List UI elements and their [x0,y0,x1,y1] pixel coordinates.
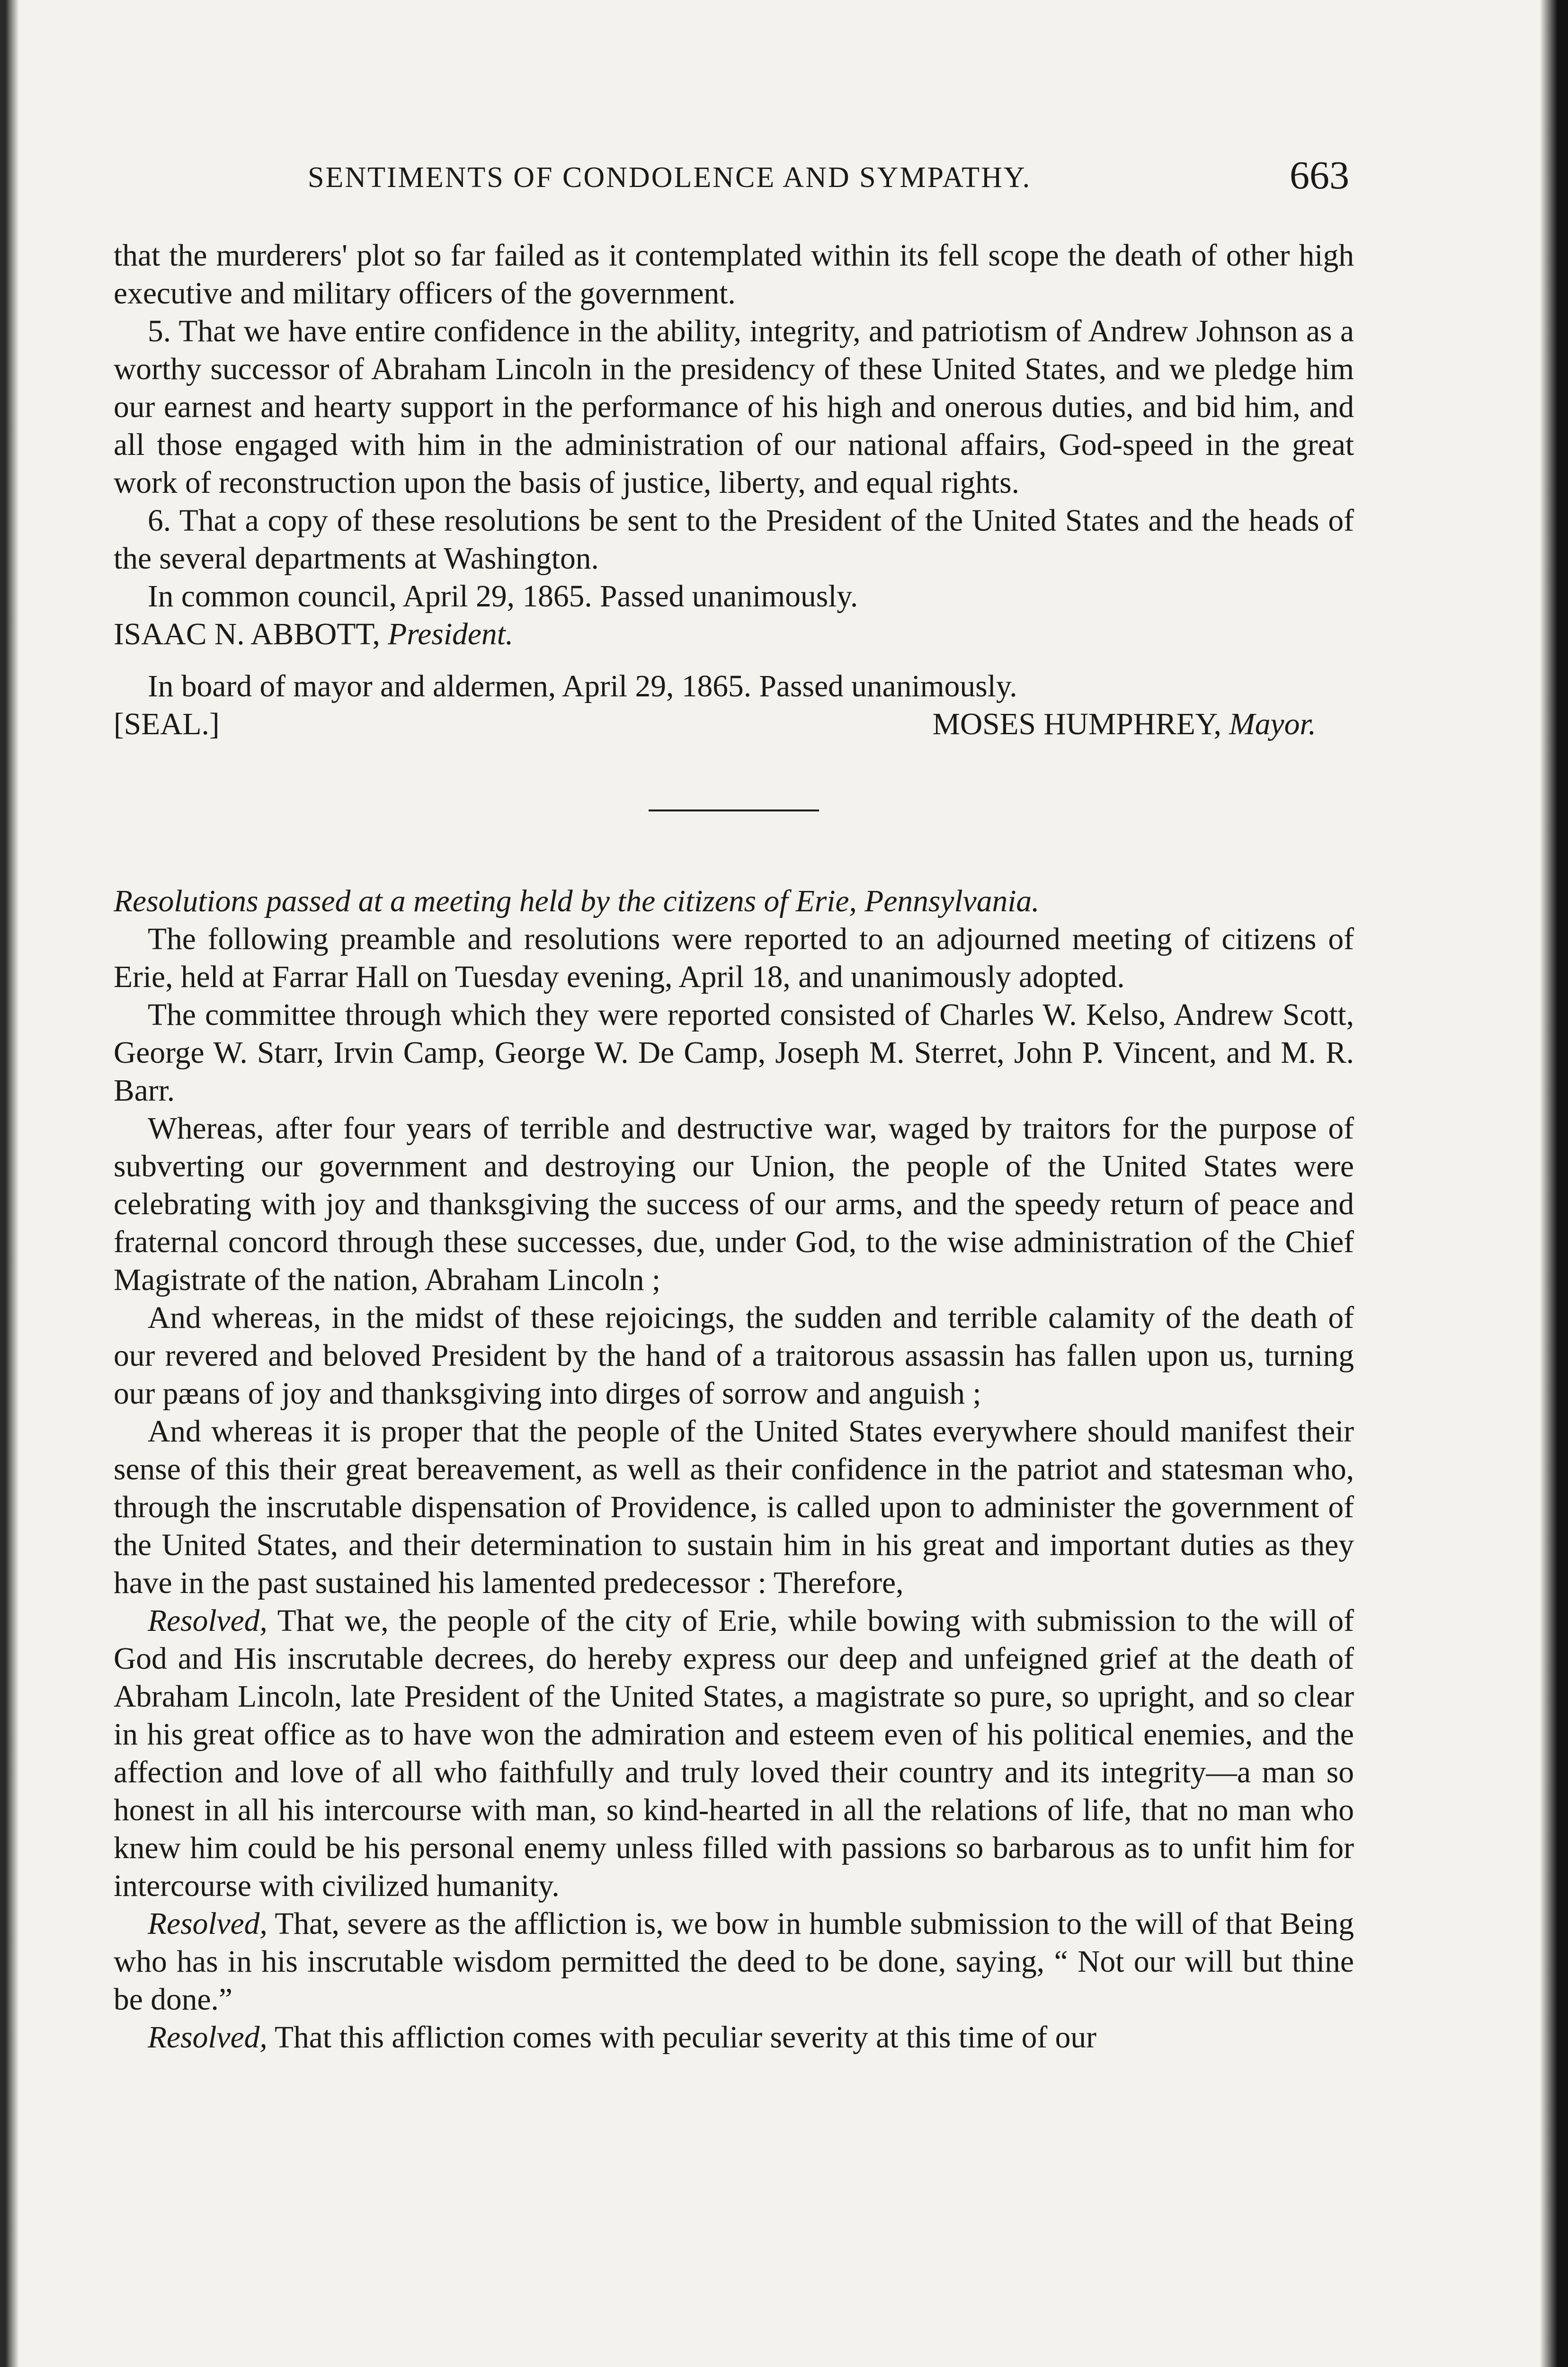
running-head [114,152,1354,205]
whereas-paragraph-3: And whereas it is proper that the people of the United States everywhere should manifest their sense of this their great bereavement, as well as their confidence in the patriot and statesman who, through the inscrutable dispensation of Providence, is called upon to administer the government of the United States, and their determination to sustain him in his great and important duties as they have in the past sustained his lamented predecessor : Therefore, [114,1415,1354,1600]
resolution-3-text: That this affliction comes with peculiar severity at this time of our [275,2020,1096,2055]
page-number: 663 [1290,153,1349,197]
running-title: SENTIMENTS OF CONDOLENCE AND SYMPATHY. [308,161,1032,194]
council-signatory-name: ISAAC N. ABBOTT, [114,617,380,651]
resolved-label: Resolved, [148,1907,267,1941]
book-page [114,0,1354,2367]
council-passage-line: In common council, April 29, 1865. Passed unanimously. [148,579,858,614]
council-signature [114,615,1354,653]
page-edge-left [0,0,19,2367]
whereas-paragraph-2: And whereas, in the midst of these rejoicings, the sudden and terrible calamity of the death of our revered and beloved President by the hand of a traitorous assassin has fallen upon us, turning our pæans of joy and thanksgiving into dirges of sorrow and anguish ; [114,1301,1354,1411]
board-signature-row [114,705,1354,743]
resolution-1-text: That we, the people of the city of Erie, while bowing with submission to the will of God and His inscrutable decrees, do hereby express our deep and unfeigned grief at the death of Abraham Lincoln, late President of the United States, a magistrate so pure, so upright, and so clear in his great office as to have won the admiration and esteem even of his political enemies, and the affection and love of all who faithfully and truly loved their country and its integrity—a man so honest in all his intercourse with man, so kind-hearted in all the relations of life, that no man who knew him could be his personal enemy unless filled with passions so barbarous as to unfit him for intercourse with civilized humanity. [114,1604,1354,1903]
intro-paragraph: The following preamble and resolutions were reported to an adjourned meeting of citizens of Erie, held at Farrar Hall on Tuesday evening, April 18, and unanimously adopted. [114,922,1354,994]
page-edge-right [1540,0,1568,2367]
board-signatory-name: MOSES HUMPHREY, [932,707,1221,741]
page-body [114,237,1354,2056]
board-signatory-title: Mayor. [1229,707,1316,741]
continuation-paragraph: that the murderers' plot so far failed as it contemplated within its fell scope the death of other high executive and military officers of the government. [114,239,1354,311]
resolution-3 [114,2019,1354,2056]
resolution-item-5: 5. That we have entire confidence in the ability, integrity, and patriotism of Andrew Johnson as a worthy successor of Abraham Lincoln in the presidency of these United States, and we pledge him our earnest and hearty support in the performance of his high and onerous duties, and bid him, and all those engaged with him in the administration of our national affairs, God-speed in the great work of reconstruction upon the basis of justice, liberty, and equal rights. [114,314,1354,500]
resolution-item-6: 6. That a copy of these resolutions be sent to the President of the United States and the heads of the several departments at Washington. [114,504,1354,576]
resolved-label: Resolved, [148,1604,267,1638]
resolution-2-text: That, severe as the affliction is, we bow in humble submission to the will of that Being who has in his inscrutable wisdom permitted the deed to be done, saying, “ Not our will but thine be done.” [114,1907,1354,2017]
seal-mark: [SEAL.] [114,707,220,741]
resolved-label: Resolved, [148,2020,267,2055]
whereas-paragraph-1: Whereas, after four years of terrible and destructive war, waged by traitors for the purpose of subverting our government and destroying our Union, the people of the United States were celebrating with joy and thanksgiving the success of our arms, and the speedy return of peace and fraternal concord through these successes, due, under God, to the wise administration of the Chief Magistrate of the nation, Abraham Lincoln ; [114,1112,1354,1297]
board-passage-line: In board of mayor and aldermen, April 29, 1865. Passed unanimously. [148,669,1017,703]
committee-paragraph: The committee through which they were reported consisted of Charles W. Kelso, Andrew Scott, George W. Starr, Irvin Camp, George W. De Camp, Joseph M. Sterret, John P. Vincent, and M. R. Barr. [114,998,1354,1108]
resolution-1 [114,1602,1354,1905]
section-title: Resolutions passed at a meeting held by the citizens of Erie, Pennsylvania. [114,884,1040,918]
resolution-2 [114,1905,1354,2019]
council-signatory-title: President. [388,617,514,651]
board-signature [933,705,1316,743]
section-divider [649,810,819,811]
